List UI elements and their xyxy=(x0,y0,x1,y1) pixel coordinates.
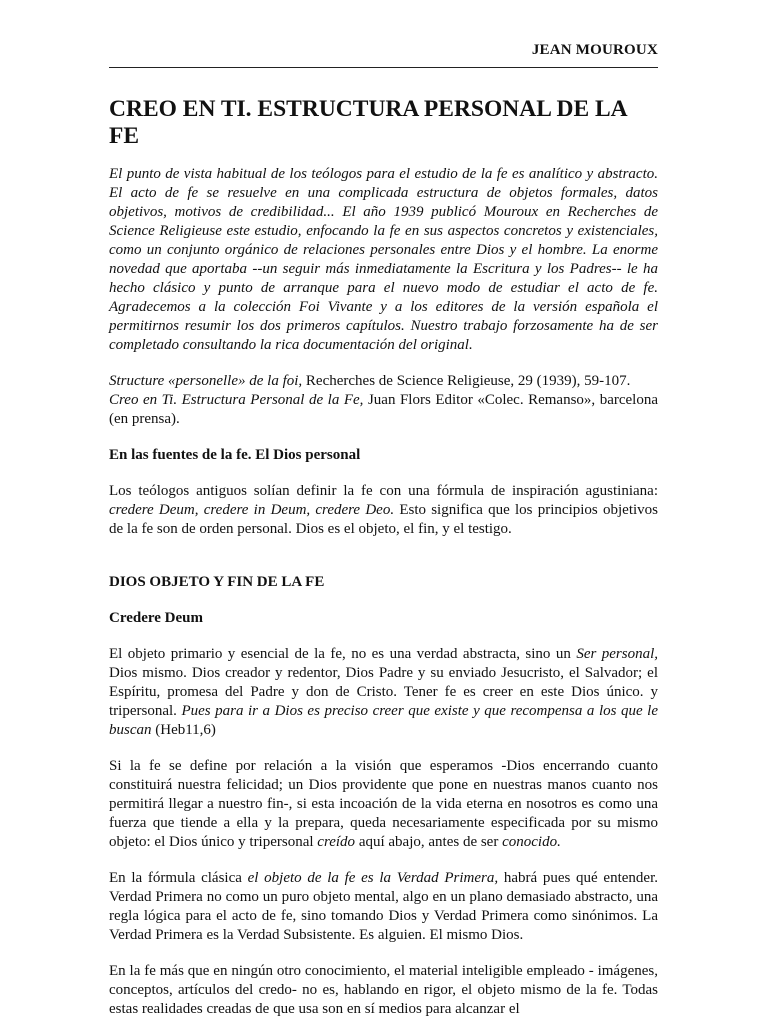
subsection-heading-credere-deum: Credere Deum xyxy=(109,610,203,626)
p4-text-a: En la fórmula clásica xyxy=(109,870,248,886)
article-title: CREO EN TI. ESTRUCTURA PERSONAL DE LA FE xyxy=(109,96,627,149)
running-header-author: JEAN MOUROUX xyxy=(531,42,658,58)
body-paragraph-4 xyxy=(109,869,658,945)
p3-italic-2: conocido. xyxy=(502,834,561,850)
p2-italic-1: Ser personal, xyxy=(576,646,658,662)
header-rule xyxy=(109,67,658,68)
section-heading-dios-objeto: DIOS OBJETO Y FIN DE LA FE xyxy=(109,574,325,590)
p2-text-a: El objeto primario y esencial de la fe, no es una verdad abstracta, sino un xyxy=(109,646,577,662)
p3-text-a: Si la fe se define por relación a la visión que esperamos -Dios encerrando cuanto constituirá nuestra felicidad; un Dios providente que pone en nuestras manos cuanto nos permitirá llegar a nuestro fin-, si esta incoación de la vida eterna en nosotros es como una fuerza que tiende a ella y la prepara, queda necesariamente especificada por su mismo objeto: el Dios único y tripersonal xyxy=(109,758,658,850)
abstract-paragraph: El punto de vista habitual de los teólogos para el estudio de la fe es analítico y abstracto. El acto de fe se resuelve en una complicada estructura de objetos formales, datos objetivos, motivos de credibilidad... El año 1939 publicó Mouroux en Recherches de Science Religieuse este estudio, enfocando la fe en sus aspectos concretos y existenciales, como un conjunto orgánico de relaciones personales entre Dios y el hombre. La enorme novedad que aportaba --un seguir más inmediatamente la Escritura y los Padres-- le ha hecho clásico y punto de arranque para el nuevo modo de estudiar el acto de fe. Agradecemos a la colección Foi Vivante y a los editores de la versión española el permitirnos resumir los dos primeros capítulos. Nuestro trabajo forzosamente ha de ser completado consultando la rica documentación del original. xyxy=(109,166,658,353)
p2-text-b: Dios mismo. Dios creador y redentor, Dios Padre y su enviado Jesucristo, el Salvador; el Espíritu, promesa del Padre y don de Cristo. Tener fe es creer en este Dios único. y tripersonal. xyxy=(109,665,658,719)
p1-text-b: Esto significa que los principios objetivos de la fe son de orden personal. Dios es el objeto, el fin, y el testigo. xyxy=(109,502,658,537)
body-paragraph-2 xyxy=(109,645,658,740)
body-paragraph-1 xyxy=(109,482,658,539)
p3-text-b: aquí abajo, antes de ser xyxy=(355,834,503,850)
ref1-source: Recherches de Science Religieuse, 29 (1939), 59-107. xyxy=(302,373,631,389)
p2-italic-2: Pues para ir a Dios es preciso creer que existe y que recompensa a los que le buscan xyxy=(109,703,658,738)
body-paragraph-5: En la fe más que en ningún otro conocimiento, el material inteligible empleado - imágenes, conceptos, artículos del credo- no es, hablando en rigor, el objeto mismo de la fe. Todas estas realidades creadas de que usa son en sí medios para alcanzar el xyxy=(109,963,658,1017)
p2-text-c: (Heb11,6) xyxy=(151,722,216,738)
section-heading-fuentes: En las fuentes de la fe. El Dios personal xyxy=(109,447,361,463)
p1-text-a: Los teólogos antiguos solían definir la fe con una fórmula de inspiración agustiniana: xyxy=(109,483,658,499)
ref1-title: Structure «personelle» de la foi, xyxy=(109,373,303,389)
reference-note xyxy=(109,372,658,429)
body-paragraph-3 xyxy=(109,757,658,852)
p1-italic: credere Deum, credere in Deum, credere Deo. xyxy=(109,502,395,518)
p3-italic-1: creído xyxy=(317,834,356,850)
p4-italic-1: el objeto de la fe es la Verdad Primera, xyxy=(247,870,499,886)
p4-text-b: habrá pues qué entender. Verdad Primera no como un puro objeto mental, algo en un plano demasiado abstracto, una regla lógica para el acto de fe, sino tomando Dios y Verdad Primera como sinónimos. La Verdad Primera es la Verdad Subsistente. Es alguien. El mismo Dios. xyxy=(109,870,658,943)
ref2-source: Juan Flors Editor «Colec. Remanso», barcelona (en prensa). xyxy=(109,392,658,427)
ref2-title: Creo en Ti. Estructura Personal de la Fe, xyxy=(109,392,364,408)
document-page xyxy=(109,40,658,1019)
